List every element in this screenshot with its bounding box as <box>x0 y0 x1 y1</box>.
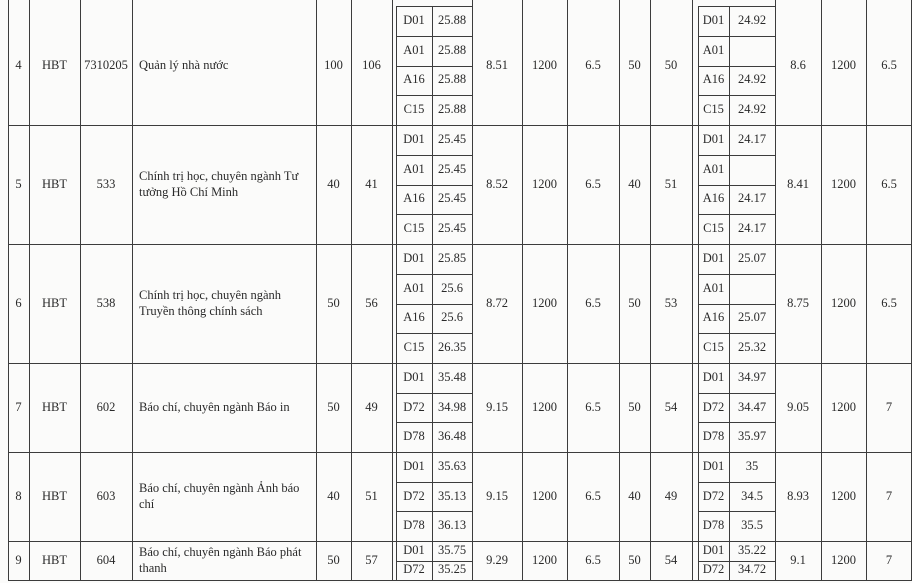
subgrid-border <box>698 125 775 126</box>
row-quota-2: 50 <box>628 400 641 414</box>
subgrid-border <box>396 214 472 215</box>
combo-score-2: 24.92 <box>737 72 767 86</box>
row-quota: 40 <box>327 489 340 503</box>
combo-score-2: 34.5 <box>741 489 763 503</box>
combo-score: 25.45 <box>437 191 467 205</box>
subgrid-border <box>396 511 472 512</box>
combo-score-2: 25.32 <box>737 340 767 354</box>
row-major-code: 602 <box>96 400 116 414</box>
row-stt: 9 <box>15 553 22 567</box>
combo-code-2: A16 <box>702 310 725 324</box>
subgrid-border <box>698 155 775 156</box>
combo-code: A16 <box>403 72 425 86</box>
row-sat-2: 1200 <box>831 58 856 72</box>
row-registered: 49 <box>365 400 378 414</box>
row-registered: 57 <box>365 553 378 567</box>
row-major-name: Truyền thông chính sách <box>139 304 263 318</box>
subgrid-border <box>396 422 472 423</box>
row-sat-2: 1200 <box>831 553 856 567</box>
row-school-code: HBT <box>42 400 67 414</box>
row-ielts-2: 6.5 <box>881 296 897 310</box>
row-quota-2: 40 <box>628 489 641 503</box>
row-gpa-2: 9.1 <box>790 553 806 567</box>
row-major-code: 533 <box>96 177 116 191</box>
column-border <box>392 0 393 580</box>
combo-score: 35.75 <box>437 543 467 557</box>
column-border <box>692 0 693 580</box>
combo-code-2: D72 <box>702 400 725 414</box>
row-sat-2: 1200 <box>831 296 856 310</box>
combo-score: 25.85 <box>437 251 467 265</box>
combo-code-2: D01 <box>702 543 725 557</box>
combo-score-2: 34.97 <box>737 370 767 384</box>
combo-code: D01 <box>403 132 425 146</box>
subgrid-border <box>396 393 472 394</box>
combo-code-2: D01 <box>702 132 725 146</box>
row-school-code: HBT <box>42 553 67 567</box>
subgrid-border <box>698 6 775 7</box>
row-gpa-2: 8.6 <box>790 58 806 72</box>
combo-code-2: D01 <box>702 370 725 384</box>
row-quota: 100 <box>324 58 343 72</box>
combo-score-2: 24.92 <box>737 13 767 27</box>
combo-code-2: D01 <box>702 13 725 27</box>
combo-score: 36.48 <box>437 429 467 443</box>
subgrid-border <box>698 511 775 512</box>
combo-score: 25.88 <box>437 72 467 86</box>
combo-score-2: 24.17 <box>737 221 767 235</box>
row-school-code: HBT <box>42 58 67 72</box>
combo-code-2: D72 <box>702 489 725 503</box>
combo-code: D78 <box>403 429 425 443</box>
combo-code-2: D01 <box>702 459 725 473</box>
row-major-name: Chính trị học, chuyên ngành <box>139 288 281 302</box>
combo-code: D01 <box>403 459 425 473</box>
combo-code-2: A16 <box>702 191 725 205</box>
row-ielts: 6.5 <box>585 553 601 567</box>
combo-score-2: 35.5 <box>741 518 763 532</box>
combo-code-2: D78 <box>702 429 725 443</box>
subgrid-border <box>698 66 775 67</box>
subgrid-border <box>698 333 775 334</box>
row-school-code: HBT <box>42 296 67 310</box>
row-sat: 1200 <box>532 177 557 191</box>
row-gpa: 9.15 <box>486 489 508 503</box>
row-major-code: 538 <box>96 296 116 310</box>
row-ielts: 6.5 <box>585 489 601 503</box>
subgrid-border <box>698 274 775 275</box>
combo-code: D78 <box>403 518 425 532</box>
combo-code: D01 <box>403 543 425 557</box>
row-ielts-2: 6.5 <box>881 58 897 72</box>
row-sat-2: 1200 <box>831 177 856 191</box>
subgrid-border <box>396 66 472 67</box>
row-registered: 106 <box>362 58 381 72</box>
combo-score: 26.35 <box>437 340 467 354</box>
row-gpa: 9.15 <box>486 400 508 414</box>
row-registered: 51 <box>365 489 378 503</box>
combo-code: D01 <box>403 251 425 265</box>
subgrid-border <box>396 333 472 334</box>
row-gpa: 8.52 <box>486 177 508 191</box>
combo-score: 25.88 <box>437 43 467 57</box>
row-gpa-2: 8.75 <box>787 296 809 310</box>
row-major-code: 7310205 <box>84 58 128 72</box>
combo-score: 25.88 <box>437 102 467 116</box>
combo-score-2: 35.97 <box>737 429 767 443</box>
row-ielts: 6.5 <box>585 58 601 72</box>
combo-code: A16 <box>403 310 425 324</box>
subgrid-border <box>396 541 472 542</box>
subgrid-border <box>396 6 472 7</box>
combo-code: D72 <box>403 489 425 503</box>
row-sat: 1200 <box>532 296 557 310</box>
combo-score: 25.88 <box>437 13 467 27</box>
subgrid-border <box>396 452 472 453</box>
subgrid-border <box>698 244 775 245</box>
row-major-name: chí <box>139 497 155 511</box>
combo-score-2: 25.07 <box>737 251 767 265</box>
row-registered: 41 <box>365 177 378 191</box>
row-registered-2: 54 <box>664 400 678 414</box>
row-quota-2: 50 <box>628 296 641 310</box>
combo-code: A01 <box>403 43 425 57</box>
row-major-name: Báo chí, chuyên ngành Ảnh báo <box>139 481 300 495</box>
row-stt: 5 <box>15 177 22 191</box>
subgrid-border <box>396 125 472 126</box>
row-gpa: 8.51 <box>486 58 508 72</box>
subgrid-border <box>396 482 472 483</box>
combo-score-2: 35 <box>745 459 759 473</box>
combo-score: 35.48 <box>437 370 467 384</box>
combo-code-2: A16 <box>702 72 725 86</box>
subgrid-border <box>698 304 775 305</box>
subgrid-border <box>698 482 775 483</box>
combo-score: 25.45 <box>437 162 467 176</box>
row-quota-2: 50 <box>628 553 641 567</box>
subgrid-border <box>698 185 775 186</box>
row-ielts: 6.5 <box>585 400 601 414</box>
combo-score: 25.6 <box>441 310 463 324</box>
combo-code-2: C15 <box>703 102 724 116</box>
row-stt: 8 <box>15 489 22 503</box>
combo-code: A16 <box>403 191 425 205</box>
subgrid-border <box>396 155 472 156</box>
subgrid-border <box>698 541 775 542</box>
subgrid-border <box>698 580 775 581</box>
row-registered: 56 <box>365 296 378 310</box>
combo-score: 25.45 <box>437 221 467 235</box>
row-sat: 1200 <box>532 553 557 567</box>
combo-score: 34.98 <box>437 400 467 414</box>
combo-code: D01 <box>403 370 425 384</box>
combo-code-2: D01 <box>702 251 725 265</box>
subgrid-border <box>698 363 775 364</box>
subgrid-border <box>396 274 472 275</box>
row-registered-2: 50 <box>664 58 678 72</box>
row-stt: 7 <box>15 400 22 414</box>
combo-code-2: C15 <box>703 221 724 235</box>
combo-code: C15 <box>403 340 425 354</box>
subgrid-border <box>396 185 472 186</box>
combo-code-2: C15 <box>703 340 724 354</box>
row-gpa: 8.72 <box>486 296 508 310</box>
row-major-name: Báo chí, chuyên ngành Báo phát <box>139 545 302 559</box>
row-ielts-2: 7 <box>885 400 893 414</box>
row-major-name: thanh <box>139 561 167 575</box>
combo-code: D01 <box>403 13 425 27</box>
row-major-code: 604 <box>96 553 116 567</box>
combo-score-2: 24.17 <box>737 132 767 146</box>
subgrid-border <box>396 363 472 364</box>
row-stt: 6 <box>15 296 22 310</box>
row-ielts-2: 6.5 <box>881 177 897 191</box>
row-school-code: HBT <box>42 489 67 503</box>
subgrid-border <box>698 36 775 37</box>
row-registered-2: 54 <box>664 553 678 567</box>
row-major-name: Quản lý nhà nước <box>139 58 229 72</box>
row-gpa: 9.29 <box>486 553 508 567</box>
row-quota-2: 50 <box>628 58 641 72</box>
combo-code: D72 <box>403 562 425 576</box>
combo-code: C15 <box>403 221 425 235</box>
row-ielts-2: 7 <box>885 553 893 567</box>
combo-code: A01 <box>403 281 425 295</box>
combo-score-2: 34.72 <box>737 562 767 576</box>
subgrid-border <box>698 214 775 215</box>
row-sat: 1200 <box>532 58 557 72</box>
row-ielts-2: 7 <box>885 489 893 503</box>
column-border <box>132 0 133 580</box>
subgrid-border <box>396 95 472 96</box>
row-quota: 50 <box>327 296 340 310</box>
combo-score: 25.45 <box>437 132 467 146</box>
subgrid-border <box>396 244 472 245</box>
row-quota: 50 <box>327 553 340 567</box>
combo-score-2: 25.07 <box>737 310 767 324</box>
combo-score: 35.63 <box>437 459 467 473</box>
row-school-code: HBT <box>42 177 67 191</box>
combo-code: D72 <box>403 400 425 414</box>
row-ielts: 6.5 <box>585 296 601 310</box>
row-sat-2: 1200 <box>831 489 856 503</box>
row-major-name: tưởng Hồ Chí Minh <box>139 185 239 199</box>
combo-score-2: 24.92 <box>737 102 767 116</box>
combo-code-2: A01 <box>702 43 725 57</box>
subgrid-border <box>396 36 472 37</box>
combo-score: 35.13 <box>437 489 467 503</box>
combo-code: C15 <box>403 102 425 116</box>
row-ielts: 6.5 <box>585 177 601 191</box>
subgrid-border <box>698 393 775 394</box>
row-registered-2: 49 <box>664 489 678 503</box>
combo-score: 36.13 <box>437 518 467 532</box>
row-quota-2: 40 <box>628 177 641 191</box>
row-gpa-2: 8.93 <box>787 489 809 503</box>
row-gpa-2: 9.05 <box>787 400 809 414</box>
combo-score: 35.25 <box>437 562 467 576</box>
row-major-name: Chính trị học, chuyên ngành Tư <box>139 169 299 183</box>
row-major-code: 603 <box>96 489 116 503</box>
subgrid-border <box>396 304 472 305</box>
combo-code-2: D78 <box>702 518 725 532</box>
combo-score-2: 24.17 <box>737 191 767 205</box>
combo-code: A01 <box>403 162 425 176</box>
row-registered-2: 53 <box>664 296 678 310</box>
combo-score-2: 34.47 <box>737 400 767 414</box>
row-gpa-2: 8.41 <box>787 177 809 191</box>
combo-code-2: A01 <box>702 162 725 176</box>
subgrid-border <box>396 580 472 581</box>
row-stt: 4 <box>15 58 22 72</box>
combo-code-2: A01 <box>702 281 725 295</box>
row-sat: 1200 <box>532 489 557 503</box>
combo-code-2: D72 <box>702 562 725 576</box>
row-registered-2: 51 <box>664 177 678 191</box>
row-quota: 50 <box>327 400 340 414</box>
combo-score-2: 35.22 <box>737 543 767 557</box>
row-sat-2: 1200 <box>831 400 856 414</box>
row-major-name: Báo chí, chuyên ngành Báo in <box>139 400 290 414</box>
subgrid-border <box>698 422 775 423</box>
row-sat: 1200 <box>532 400 557 414</box>
subgrid-border <box>698 95 775 96</box>
combo-score: 25.6 <box>441 281 463 295</box>
subgrid-border <box>698 452 775 453</box>
row-quota: 40 <box>327 177 340 191</box>
